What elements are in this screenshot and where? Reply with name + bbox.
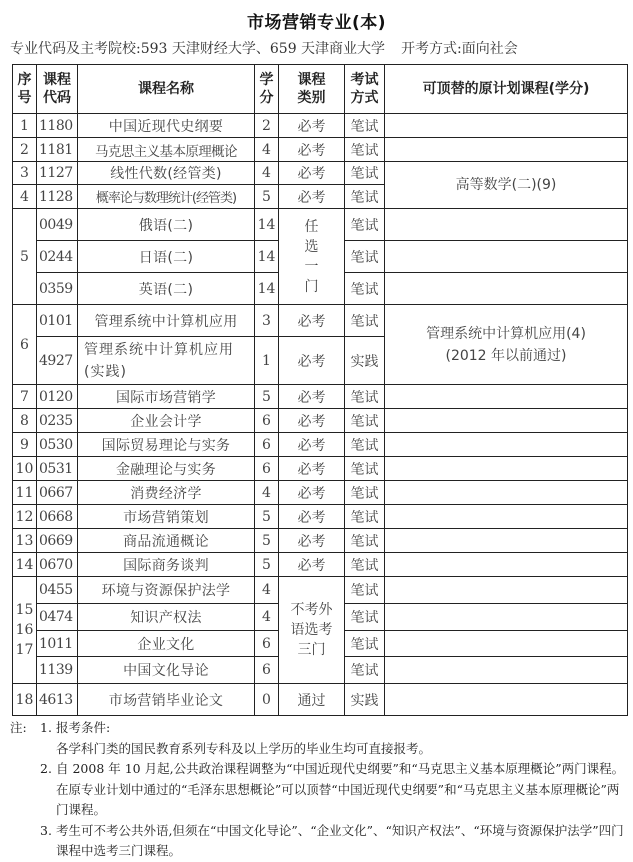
table-row: 13 0669 商品流通概论 5 必考 笔试 — [13, 529, 628, 553]
replacement-cell — [385, 385, 628, 409]
category-choose-one: 任 选 一 门 — [279, 209, 345, 305]
table-row: 0359 英语(二) 14 笔试 — [13, 273, 628, 305]
table-row: 1 1180 中国近现代史纲要 2 必考 笔试 — [13, 114, 628, 138]
replacement-cell — [385, 481, 628, 505]
table-row: 4 1128 概率论与数理统计(经管类) 5 必考 笔试 — [13, 185, 628, 209]
note-item-3: 3. 考生可不考公共外语,但须在“中国文化导论”、“企业文化”、“知识产权法”、“环境与资源保护法学”四门课程中选考三门课程。 — [40, 822, 624, 858]
replacement-cell — [385, 273, 628, 305]
table-row: 0244 日语(二) 14 笔试 — [13, 241, 628, 273]
table-row: 9 0530 国际贸易理论与实务 6 必考 笔试 — [13, 433, 628, 457]
exam-mode-text: 开考方式:面向社会 — [401, 41, 518, 57]
replacement-cell — [385, 138, 628, 162]
replacement-cell — [385, 114, 628, 138]
note-item-1: 注: 1. 报考条件: — [10, 720, 111, 735]
table-row: 14 0670 国际商务谈判 5 必考 笔试 — [13, 553, 628, 577]
replacement-cell — [385, 604, 628, 631]
table-row: 12 0668 市场营销策划 5 必考 笔试 — [13, 505, 628, 529]
subtitle — [10, 38, 518, 58]
table-row: 1011 企业文化 6 笔试 — [13, 631, 628, 657]
replacement-computer-application: 管理系统中计算机应用(4) (2012 年以前通过) — [385, 305, 628, 385]
replacement-cell — [385, 241, 628, 273]
table-row: 6 0101 管理系统中计算机应用 3 必考 笔试 管理系统中计算机应用(4) (2012 年以前通过) — [13, 305, 628, 337]
replacement-cell — [385, 457, 628, 481]
replacement-cell — [385, 631, 628, 657]
table-row: 5 0049 俄语(二) 14 任 选 一 门 笔试 — [13, 209, 628, 241]
replacement-cell — [385, 209, 628, 241]
header-credits: 学分 — [255, 65, 279, 114]
table-row: 2 1181 马克思主义基本原理概论 4 必考 笔试 — [13, 138, 628, 162]
header-exam-mode: 考试方式 — [345, 65, 385, 114]
table-row: 3 1127 线性代数(经管类) 4 必考 笔试 高等数学(二)(9) — [13, 162, 628, 185]
replacement-advanced-math: 高等数学(二)(9) — [385, 162, 628, 209]
table-row: 0474 知识产权法 4 笔试 — [13, 604, 628, 631]
note-item-1-detail: 各学科门类的国民教育系列专科及以上学历的毕业生均可直接报考。 — [56, 740, 432, 756]
table-row: 8 0235 企业会计学 6 必考 笔试 — [13, 409, 628, 433]
replacement-cell — [385, 657, 628, 684]
header-replacement: 可顶替的原计划课程(学分) — [385, 65, 628, 114]
replacement-cell — [385, 553, 628, 577]
table-row: 11 0667 消费经济学 4 必考 笔试 — [13, 481, 628, 505]
header-category: 课程类别 — [279, 65, 345, 114]
replacement-cell — [385, 529, 628, 553]
course-plan-table — [12, 64, 628, 716]
replacement-cell — [385, 505, 628, 529]
replacement-cell — [385, 577, 628, 604]
table-row: 4927 管理系统中计算机应用 (实践) 1 必考 实践 — [13, 337, 628, 385]
table-row: 1139 中国文化导论 6 笔试 — [13, 657, 628, 684]
header-name: 课程名称 — [78, 65, 255, 114]
replacement-cell — [385, 684, 628, 716]
header-seq: 序号 — [13, 65, 37, 114]
table-row: 7 0120 国际市场营销学 5 必考 笔试 — [13, 385, 628, 409]
notes-section — [10, 718, 625, 862]
page-title: 市场营销专业(本) — [246, 13, 387, 33]
seq-group-15-17: 15 16 17 — [13, 577, 37, 684]
replacement-cell — [385, 409, 628, 433]
note-item-2: 2. 自 2008 年 10 月起,公共政治课程调整为“中国近现代史纲要”和“马克思主义基本原理概论”两门课程。在原专业计划中通过的“毛泽东思想概论”可以顶替“中国近现代史纲要”和“马克思主义基本原理概论”两门课程。 — [40, 761, 625, 817]
table-row: 15 16 17 0455 环境与资源保护法学 4 不考外 语选考 三门 笔试 — [13, 577, 628, 604]
table-row: 10 0531 金融理论与实务 6 必考 笔试 — [13, 457, 628, 481]
category-no-foreign-language: 不考外 语选考 三门 — [279, 577, 345, 684]
table-header-row — [13, 65, 628, 114]
replacement-cell — [385, 433, 628, 457]
header-code: 课程代码 — [37, 65, 78, 114]
table-row: 18 4613 市场营销毕业论文 0 通过 实践 — [13, 684, 628, 716]
institutions-text: 专业代码及主考院校:593 天津财经大学、659 天津商业大学 — [10, 41, 386, 57]
